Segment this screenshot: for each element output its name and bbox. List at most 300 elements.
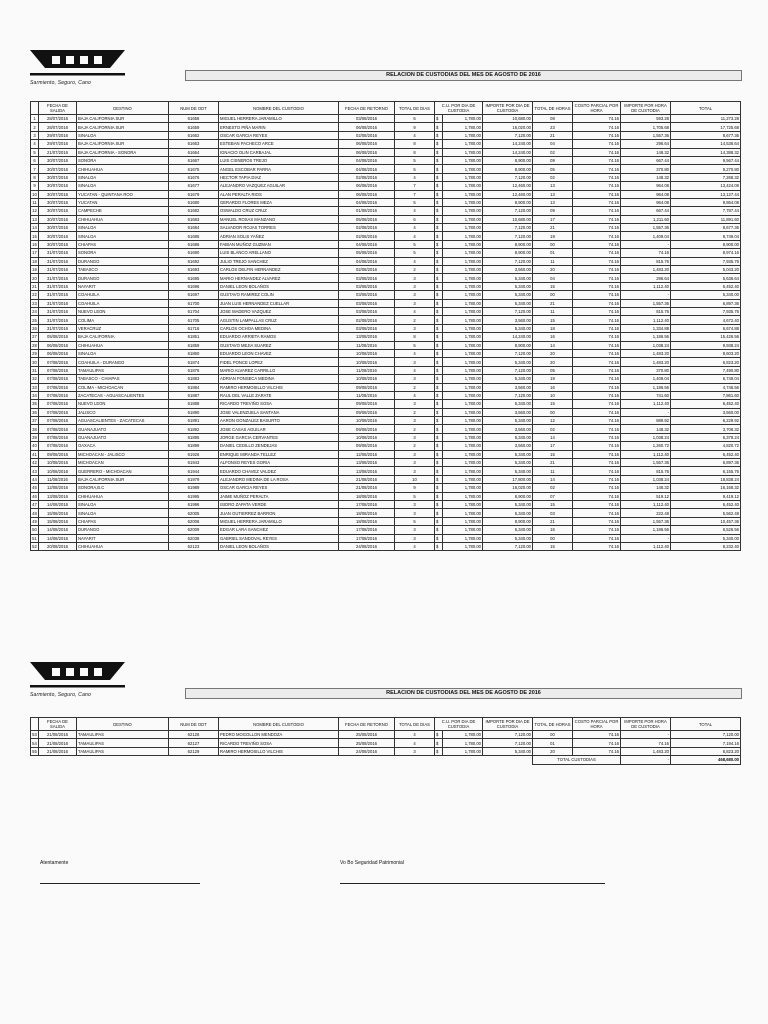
cell-destination: COLIMA - MICHOACAN (77, 383, 169, 391)
cell-destination: BAJA CALIFORNIA SUR (77, 140, 169, 148)
logo-tagline-2: Sarmiento, Seguro, Cano (30, 692, 92, 698)
cell-total-days: 3 (395, 375, 435, 383)
cell-hourly-cost: 74.16 (573, 534, 621, 542)
cell-currency: $ (435, 198, 443, 206)
cell-daily-rate: 1,780.00 (443, 731, 483, 739)
cell-currency: $ (435, 475, 443, 483)
cell-hourly-cost: 74.16 (573, 349, 621, 357)
cell-hourly-cost: 74.16 (573, 165, 621, 173)
cell-currency: $ (435, 190, 443, 198)
cell-total-hours: 00 (533, 731, 573, 739)
cell-hourly-cost: 74.16 (573, 375, 621, 383)
cell-currency: $ (435, 400, 443, 408)
cell-total-days: 3 (395, 274, 435, 282)
cell-hourly-amount: 1,483.20 (621, 747, 671, 755)
table-row (31, 131, 741, 139)
cell-hourly-amount: 1,557.36 (621, 517, 671, 525)
cell-departure-date: 31/07/2016 (39, 291, 77, 299)
row-number: 4 (31, 140, 39, 148)
logo-graphic-icon (30, 50, 125, 80)
cell-daily-rate: 1,780.00 (443, 299, 483, 307)
cell-currency: $ (435, 375, 443, 383)
cell-odt-number: 61686 (169, 240, 219, 248)
cell-destination: GUERRERO - MICHOACAN (77, 467, 169, 475)
table-row (31, 475, 741, 483)
cell-custodian-name: GABRIEL SANDOVAL REYES (219, 534, 339, 542)
cell-daily-rate: 1,780.00 (443, 417, 483, 425)
row-number: 43 (32, 468, 37, 474)
cell-currency: $ (435, 408, 443, 416)
cell-destination: YUCATAN - QUINTANA ROO (77, 190, 169, 198)
row-number: 35 (32, 401, 37, 407)
cell-total-hours: 18 (533, 324, 573, 332)
cell-total-days: 8 (395, 333, 435, 341)
cell-hourly-cost: 74.16 (573, 316, 621, 324)
cell-total: 9,567.44 (671, 156, 741, 164)
header-cell: COSTO PARCIAL POR HORA (573, 102, 621, 115)
cell-total-hours: 04 (533, 140, 573, 148)
cell-departure-date: 30/07/2016 (39, 156, 77, 164)
cell-custodian-name: ISIDRO ZAPATA VERDE (219, 500, 339, 508)
cell-total-days: 4 (395, 224, 435, 232)
totals-spacer (483, 756, 533, 764)
cell-departure-date: 30/07/2016 (39, 232, 77, 240)
cell-destination: NAYARIT (77, 282, 169, 290)
cell-hourly-cost: 74.16 (573, 391, 621, 399)
cell-custodian-name: EDUARDO ARRIETA RAMOS (219, 333, 339, 341)
table-row (31, 366, 741, 374)
cell-hourly-amount: 964.08 (621, 182, 671, 190)
cell-custodian-name: DANIEL CEDILLO ZENDEJAS (219, 442, 339, 450)
cell-total: 9,419.12 (671, 492, 741, 500)
cell-odt-number: 61662 (169, 131, 219, 139)
cell-total: 7,935.76 (671, 307, 741, 315)
table-row (31, 165, 741, 173)
table-row (31, 190, 741, 198)
cell-odt-number: 61876 (169, 366, 219, 374)
cell-total-hours: 23 (533, 123, 573, 131)
table-row (31, 358, 741, 366)
cell-total: 6,452.40 (671, 400, 741, 408)
cell-total-hours: 20 (533, 358, 573, 366)
cell-daily-amount: 5,340.00 (483, 450, 533, 458)
row-number: 8 (31, 173, 39, 181)
cell-currency: $ (435, 731, 443, 739)
cell-total: 4,820.72 (671, 442, 741, 450)
cell-total-hours: 15 (533, 316, 573, 324)
cell-currency: $ (435, 165, 443, 173)
cell-custodian-name: FIDEL PONCE LOPEZ (219, 358, 339, 366)
cell-hourly-cost: 74.16 (573, 341, 621, 349)
cell-total: 9,864.08 (671, 198, 741, 206)
cell-destination: AGUASCALIENTES - ZACATECAS (77, 417, 169, 425)
cell-destination: BAJA CALIFORNIA SUR (77, 115, 169, 123)
cell-departure-date: 31/07/2016 (39, 324, 77, 332)
cell-odt-number: 61704 (169, 307, 219, 315)
cell-odt-number: 61676 (169, 173, 219, 181)
row-number: 46 (32, 493, 37, 499)
cell-hourly-amount: 222.48 (621, 509, 671, 517)
custody-table (30, 101, 741, 551)
header-cell: TOTAL (671, 102, 741, 115)
table-row (31, 492, 741, 500)
table-row (31, 542, 741, 550)
cell-destination: COLIMA (77, 316, 169, 324)
cell-total: 6,155.76 (671, 467, 741, 475)
cell-departure-date: 21/08/2016 (39, 747, 77, 755)
cell-total-days: 4 (395, 366, 435, 374)
cell-hourly-amount: 1,186.56 (621, 526, 671, 534)
cell-daily-amount: 8,900.00 (483, 165, 533, 173)
cell-destination: JALISCO (77, 408, 169, 416)
cell-total: 4,672.40 (671, 316, 741, 324)
cell-total-days: 4 (395, 257, 435, 265)
cell-hourly-amount: 1,186.56 (621, 383, 671, 391)
cell-total-days: 8 (395, 140, 435, 148)
table-row (31, 400, 741, 408)
cell-daily-amount: 7,120.00 (483, 131, 533, 139)
cell-total-days: 3 (395, 433, 435, 441)
table-row (31, 467, 741, 475)
cell-odt-number: 61683 (169, 215, 219, 223)
row-number: 40 (32, 443, 37, 449)
cell-hourly-cost: 74.16 (573, 509, 621, 517)
cell-departure-date: 31/07/2016 (39, 257, 77, 265)
table-row (31, 257, 741, 265)
cell-custodian-name: MIGUEL HERRERA JARAMILLO (219, 115, 339, 123)
row-number: 12 (32, 208, 37, 214)
cell-hourly-cost: 74.16 (573, 215, 621, 223)
cell-hourly-amount: 1,705.68 (621, 123, 671, 131)
cell-currency: $ (435, 542, 443, 550)
cell-currency: $ (435, 307, 443, 315)
cell-hourly-amount: 1,186.56 (621, 333, 671, 341)
row-number: 52 (32, 544, 37, 550)
table-row (31, 123, 741, 131)
cell-custodian-name: ANGEL ESCOBAR PARRA (219, 165, 339, 173)
cell-hourly-amount: 889.92 (621, 417, 671, 425)
totals-blank: - (621, 756, 671, 764)
cell-departure-date: 28/07/2016 (39, 123, 77, 131)
cell-total-hours: 15 (533, 400, 573, 408)
row-number: 42 (32, 460, 37, 466)
cell-currency: $ (435, 249, 443, 257)
cell-hourly-amount: 1,112.40 (621, 316, 671, 324)
cell-hourly-cost: 74.16 (573, 240, 621, 248)
cell-currency: $ (435, 526, 443, 534)
cell-total-days: 2 (395, 442, 435, 450)
cell-odt-number: 61696 (169, 282, 219, 290)
cell-daily-rate: 1,780.00 (443, 739, 483, 747)
cell-daily-rate: 1,780.00 (443, 198, 483, 206)
cell-hourly-cost: 74.16 (573, 123, 621, 131)
cell-total-hours: 01 (533, 739, 573, 747)
cell-hourly-cost: 74.16 (573, 484, 621, 492)
cell-total-hours: 11 (533, 257, 573, 265)
row-number: 22 (32, 292, 37, 298)
table-header-row (31, 718, 741, 731)
cell-hourly-cost: 74.16 (573, 450, 621, 458)
header-cell: TOTAL (671, 718, 741, 731)
cell-daily-amount: 7,120.00 (483, 307, 533, 315)
cell-total: 7,861.60 (671, 391, 741, 399)
company-logo (30, 50, 125, 86)
row-number: 24 (32, 309, 37, 315)
cell-odt-number: 61887 (169, 391, 219, 399)
cell-total-hours: 21 (533, 131, 573, 139)
cell-daily-rate: 1,780.00 (443, 257, 483, 265)
cell-departure-date: 31/07/2016 (39, 274, 77, 282)
cell-departure-date: 15/08/2016 (39, 517, 77, 525)
cell-departure-date: 31/07/2016 (39, 266, 77, 274)
cell-daily-rate: 1,780.00 (443, 450, 483, 458)
cell-daily-amount: 5,340.00 (483, 375, 533, 383)
table-row (31, 140, 741, 148)
table-row (31, 215, 741, 223)
cell-currency: $ (435, 492, 443, 500)
cell-daily-rate: 1,780.00 (443, 358, 483, 366)
cell-return-date: 05/08/2016 (339, 215, 395, 223)
cell-daily-amount: 8,900.00 (483, 249, 533, 257)
cell-currency: $ (435, 425, 443, 433)
cell-odt-number: 61859 (169, 341, 219, 349)
cell-daily-rate: 1,780.00 (443, 148, 483, 156)
cell-departure-date: 07/08/2016 (39, 358, 77, 366)
cell-departure-date: 06/08/2016 (39, 341, 77, 349)
cell-destination: VERACRUZ (77, 324, 169, 332)
row-number: 48 (32, 510, 37, 516)
cell-hourly-amount: 1,557.36 (621, 131, 671, 139)
table-row (31, 433, 741, 441)
cell-total: 6,897.36 (671, 299, 741, 307)
cell-daily-amount: 8,900.00 (483, 240, 533, 248)
row-number: 15 (32, 233, 37, 239)
cell-total-days: 6 (395, 115, 435, 123)
cell-total-hours: 05 (533, 165, 573, 173)
cell-return-date: 03/08/2016 (339, 274, 395, 282)
cell-hourly-amount: 148.32 (621, 484, 671, 492)
cell-return-date: 09/08/2016 (339, 408, 395, 416)
table-row (31, 182, 741, 190)
cell-daily-amount: 7,120.00 (483, 542, 533, 550)
cell-custodian-name: EDUARDO CHAVEZ VALDEZ (219, 467, 339, 475)
cell-hourly-cost: 74.16 (573, 475, 621, 483)
cell-return-date: 10/08/2016 (339, 433, 395, 441)
cell-total-hours: 21 (533, 517, 573, 525)
cell-total: 8,900.00 (671, 240, 741, 248)
cell-departure-date: 14/08/2016 (39, 526, 77, 534)
cell-total: 11,891.60 (671, 215, 741, 223)
cell-hourly-amount: 1,409.04 (621, 232, 671, 240)
table-row (31, 156, 741, 164)
cell-total-hours: 00 (533, 408, 573, 416)
cell-custodian-name: EDUARDO LEON CHAVEZ (219, 349, 339, 357)
cell-custodian-name: ENRIQUE MIRANDA TELLEZ (219, 450, 339, 458)
cell-hourly-cost: 74.16 (573, 182, 621, 190)
cell-return-date: 01/08/2016 (339, 207, 395, 215)
cell-custodian-name: GERARDO FLORES MEZA (219, 198, 339, 206)
cell-departure-date: 07/08/2016 (39, 375, 77, 383)
cell-odt-number: 61883 (169, 375, 219, 383)
cell-daily-rate: 1,780.00 (443, 341, 483, 349)
header-cell: NUM DE ODT (169, 718, 219, 731)
cell-total-days: 10 (395, 475, 435, 483)
cell-total-hours: 04 (533, 274, 573, 282)
cell-daily-amount: 3,560.00 (483, 266, 533, 274)
cell-total: 8,749.04 (671, 232, 741, 240)
cell-daily-amount: 7,120.00 (483, 739, 533, 747)
cell-total-hours: 21 (533, 224, 573, 232)
cell-odt-number: 61895 (169, 433, 219, 441)
cell-total: 5,636.64 (671, 274, 741, 282)
cell-return-date: 04/08/2016 (339, 257, 395, 265)
cell-departure-date: 21/08/2016 (39, 739, 77, 747)
logo-tagline: Sarmiento, Seguro, Cano (30, 80, 92, 86)
cell-destination: CHIHUAHUA (77, 542, 169, 550)
table-row (31, 148, 741, 156)
cell-total-hours: 13 (533, 198, 573, 206)
cell-destination: SINALOA (77, 224, 169, 232)
table-row (31, 240, 741, 248)
cell-daily-rate: 1,780.00 (443, 316, 483, 324)
cell-return-date: 21/08/2016 (339, 484, 395, 492)
row-number: 36 (32, 409, 37, 415)
cell-currency: $ (435, 123, 443, 131)
cell-daily-amount: 16,020.00 (483, 484, 533, 492)
cell-hourly-cost: 74.16 (573, 249, 621, 257)
row-number: 5 (31, 148, 39, 156)
cell-custodian-name: DANIEL LEON BOLAÑOS (219, 282, 339, 290)
header-cell: C.U. POR DIA DE CUSTODIA (435, 102, 483, 115)
table-row (31, 291, 741, 299)
cell-return-date: 18/08/2016 (339, 492, 395, 500)
cell-daily-rate: 1,780.00 (443, 115, 483, 123)
cell-hourly-amount: 1,211.60 (621, 215, 671, 223)
cell-destination: SINALOA (77, 173, 169, 181)
cell-total-hours: 09 (533, 156, 573, 164)
cell-daily-amount: 5,340.00 (483, 534, 533, 542)
cell-hourly-cost: 74.16 (573, 542, 621, 550)
cell-departure-date: 31/07/2016 (39, 316, 77, 324)
row-number: 25 (32, 317, 37, 323)
cell-currency: $ (435, 115, 443, 123)
cell-odt-number: 61995 (169, 492, 219, 500)
cell-return-date: 17/08/2016 (339, 526, 395, 534)
cell-total: 6,452.40 (671, 450, 741, 458)
cell-currency: $ (435, 148, 443, 156)
cell-currency: $ (435, 282, 443, 290)
cell-hourly-cost: 74.16 (573, 408, 621, 416)
cell-total-hours: 00 (533, 291, 573, 299)
cell-total-hours: 16 (533, 333, 573, 341)
cell-departure-date: 20/08/2016 (39, 542, 77, 550)
cell-daily-amount: 5,340.00 (483, 417, 533, 425)
cell-custodian-name: MARIO HERNANDEZ ALVAREZ (219, 274, 339, 282)
cell-total: 16,168.32 (671, 484, 741, 492)
cell-departure-date: 21/08/2016 (39, 731, 77, 739)
cell-return-date: 02/08/2016 (339, 232, 395, 240)
cell-currency: $ (435, 341, 443, 349)
cell-departure-date: 10/08/2016 (39, 467, 77, 475)
cell-daily-rate: 1,780.00 (443, 282, 483, 290)
cell-custodian-name: CARLOS OCHOA MEDINA (219, 324, 339, 332)
table-row (31, 408, 741, 416)
cell-custodian-name: ERNESTO PIÑA MARIN (219, 123, 339, 131)
cell-total-days: 5 (395, 198, 435, 206)
cell-hourly-amount: 593.28 (621, 115, 671, 123)
header-cell: IMPORTE POR HORA DE CUSTODIA (621, 718, 671, 731)
cell-daily-rate: 1,780.00 (443, 266, 483, 274)
cell-hourly-amount: 964.08 (621, 198, 671, 206)
cell-hourly-amount: 148.32 (621, 148, 671, 156)
cell-daily-amount: 5,340.00 (483, 291, 533, 299)
cell-hourly-cost: 74.16 (573, 731, 621, 739)
cell-total-days: 3 (395, 509, 435, 517)
cell-total-hours: 19 (533, 375, 573, 383)
cell-currency: $ (435, 324, 443, 332)
cell-return-date: 25/08/2016 (339, 739, 395, 747)
cell-return-date: 02/08/2016 (339, 131, 395, 139)
cell-return-date: 18/08/2016 (339, 509, 395, 517)
cell-hourly-cost: 74.16 (573, 156, 621, 164)
cell-departure-date: 30/07/2016 (39, 173, 77, 181)
cell-total-hours: 05 (533, 366, 573, 374)
cell-total-hours: 11 (533, 307, 573, 315)
cell-currency: $ (435, 417, 443, 425)
cell-odt-number: 62126 (169, 731, 219, 739)
cell-total-days: 4 (395, 131, 435, 139)
row-number: 1 (31, 115, 39, 123)
cell-hourly-amount: 1,557.36 (621, 299, 671, 307)
cell-total: 11,273.28 (671, 115, 741, 123)
cell-hourly-amount: 667.44 (621, 207, 671, 215)
cell-daily-rate: 1,780.00 (443, 526, 483, 534)
cell-destination: DURANGO (77, 526, 169, 534)
cell-odt-number: 61685 (169, 232, 219, 240)
table-row (31, 500, 741, 508)
cell-odt-number: 62127 (169, 739, 219, 747)
cell-hourly-cost: 74.16 (573, 148, 621, 156)
cell-hourly-amount: 370.80 (621, 165, 671, 173)
cell-destination: CHIHUAHUA (77, 492, 169, 500)
cell-total-hours: 00 (533, 534, 573, 542)
cell-return-date: 13/08/2016 (339, 333, 395, 341)
cell-hourly-amount: 1,038.24 (621, 475, 671, 483)
cell-currency: $ (435, 433, 443, 441)
cell-total-hours: 21 (533, 299, 573, 307)
cell-total: 7,490.80 (671, 366, 741, 374)
cell-total-days: 5 (395, 517, 435, 525)
cell-return-date: 02/08/2016 (339, 266, 395, 274)
cell-total-hours: 02 (533, 148, 573, 156)
cell-daily-amount: 5,340.00 (483, 282, 533, 290)
cell-daily-amount: 7,120.00 (483, 224, 533, 232)
cell-odt-number: 61664 (169, 148, 219, 156)
cell-total-days: 2 (395, 425, 435, 433)
cell-daily-amount: 5,340.00 (483, 299, 533, 307)
cell-total-days: 3 (395, 282, 435, 290)
cell-return-date: 03/08/2016 (339, 299, 395, 307)
cell-odt-number: 61884 (169, 383, 219, 391)
cell-return-date: 09/08/2016 (339, 383, 395, 391)
cell-total: 7,787.44 (671, 207, 741, 215)
cell-departure-date: 07/08/2016 (39, 400, 77, 408)
cell-currency: $ (435, 299, 443, 307)
cell-daily-amount: 8,900.00 (483, 517, 533, 525)
cell-total-hours: 12 (533, 417, 573, 425)
cell-return-date: 06/08/2016 (339, 182, 395, 190)
cell-daily-amount: 5,340.00 (483, 526, 533, 534)
